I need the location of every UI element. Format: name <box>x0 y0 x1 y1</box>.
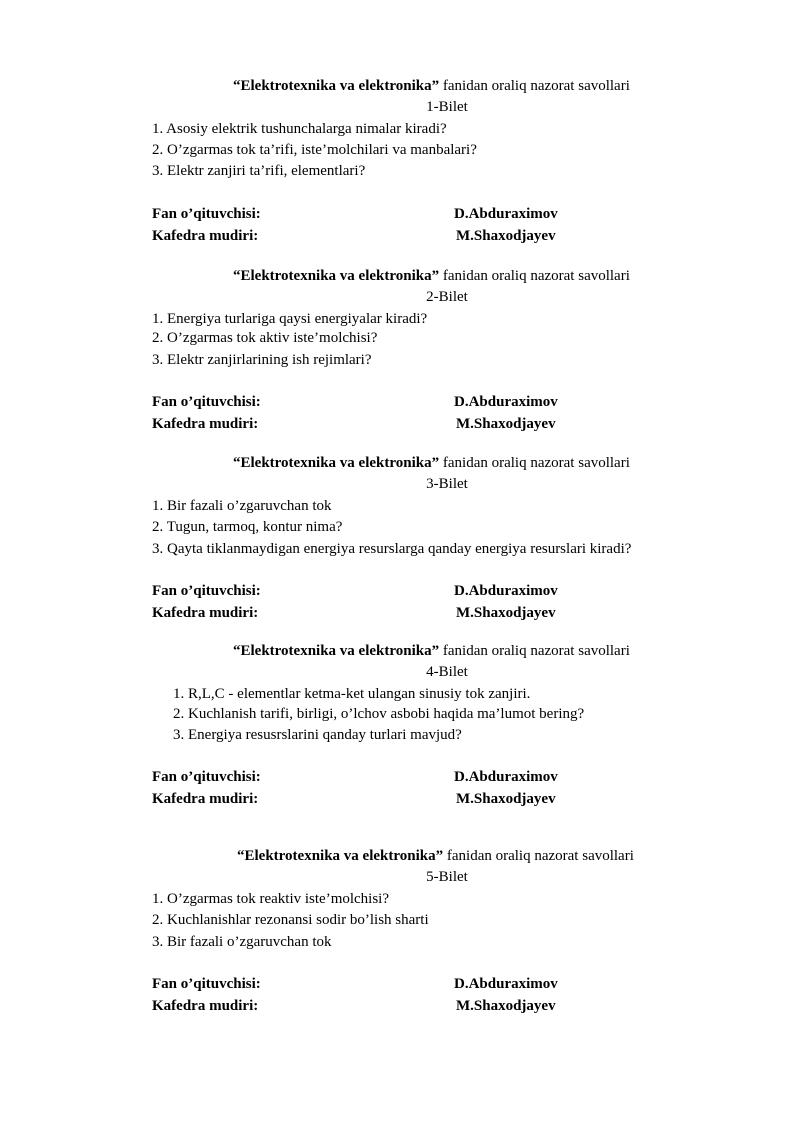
teacher-label: Fan o’qituvchisi: <box>152 583 261 599</box>
head-label: Kafedra mudiri: <box>152 228 259 244</box>
head-label: Kafedra mudiri: <box>152 605 259 621</box>
question-2: 2. Kuchlanishlar rezonansi sodir bo’lish sharti <box>152 912 429 928</box>
question-3: 3. Energiya resusrslarini qanday turlari mavjud? <box>173 727 462 743</box>
question-1: 1. R,L,C - elementlar ketma-ket ulangan sinusiy tok zanjiri. <box>173 686 531 702</box>
teacher-signature <box>152 975 558 993</box>
ticket-title: “Elektrotexnika va elektronika” fanidan oraliq nazorat savollari <box>233 78 630 94</box>
question-2: 2. O’zgarmas tok aktiv iste’molchisi? <box>152 330 378 346</box>
teacher-signature <box>152 205 558 223</box>
head-signature <box>152 415 556 433</box>
question-1: 1. Asosiy elektrik tushunchalarga nimalar kiradi? <box>152 121 447 137</box>
ticket-number: 4-Bilet <box>426 664 468 680</box>
ticket-number: 3-Bilet <box>426 476 468 492</box>
question-3: 3. Elektr zanjiri ta’rifi, elementlari? <box>152 163 366 179</box>
teacher-label: Fan o’qituvchisi: <box>152 206 261 222</box>
head-signature <box>152 997 556 1015</box>
question-2: 2. Tugun, tarmoq, kontur nima? <box>152 519 343 535</box>
head-name: M.Shaxodjayev <box>456 791 556 807</box>
ticket-title: “Elektrotexnika va elektronika” fanidan oraliq nazorat savollari <box>237 848 634 864</box>
teacher-name: D.Abduraximov <box>454 394 558 410</box>
head-name: M.Shaxodjayev <box>456 416 556 432</box>
teacher-name: D.Abduraximov <box>454 769 558 785</box>
teacher-name: D.Abduraximov <box>454 976 558 992</box>
ticket-title: “Elektrotexnika va elektronika” fanidan oraliq nazorat savollari <box>233 268 630 284</box>
teacher-label: Fan o’qituvchisi: <box>152 976 261 992</box>
head-label: Kafedra mudiri: <box>152 416 259 432</box>
question-1: 1. Energiya turlariga qaysi energiyalar kiradi? <box>152 311 428 327</box>
question-3: 3. Qayta tiklanmaydigan energiya resurslarga qanday energiya resurslari kiradi? <box>152 541 632 557</box>
teacher-signature <box>152 582 558 600</box>
question-2: 2. Kuchlanish tarifi, birligi, o’lchov asbobi haqida ma’lumot bering? <box>173 706 585 722</box>
teacher-name: D.Abduraximov <box>454 206 558 222</box>
head-label: Kafedra mudiri: <box>152 791 259 807</box>
teacher-name: D.Abduraximov <box>454 583 558 599</box>
head-name: M.Shaxodjayev <box>456 998 556 1014</box>
ticket-number: 2-Bilet <box>426 289 468 305</box>
ticket-title: “Elektrotexnika va elektronika” fanidan oraliq nazorat savollari <box>233 643 630 659</box>
head-name: M.Shaxodjayev <box>456 605 556 621</box>
ticket-number: 1-Bilet <box>426 99 468 115</box>
head-name: M.Shaxodjayev <box>456 228 556 244</box>
head-label: Kafedra mudiri: <box>152 998 259 1014</box>
question-3: 3. Elektr zanjirlarining ish rejimlari? <box>152 352 372 368</box>
question-3: 3. Bir fazali o’zgaruvchan tok <box>152 934 332 950</box>
teacher-signature <box>152 393 558 411</box>
question-1: 1. O’zgarmas tok reaktiv iste’molchisi? <box>152 891 390 907</box>
teacher-signature <box>152 768 558 786</box>
question-1: 1. Bir fazali o’zgaruvchan tok <box>152 498 332 514</box>
teacher-label: Fan o’qituvchisi: <box>152 769 261 785</box>
ticket-title: “Elektrotexnika va elektronika” fanidan oraliq nazorat savollari <box>233 455 630 471</box>
ticket-number: 5-Bilet <box>426 869 468 885</box>
head-signature <box>152 227 556 245</box>
head-signature <box>152 604 556 622</box>
teacher-label: Fan o’qituvchisi: <box>152 394 261 410</box>
question-2: 2. O’zgarmas tok ta’rifi, iste’molchilari va manbalari? <box>152 142 477 158</box>
head-signature <box>152 790 556 808</box>
